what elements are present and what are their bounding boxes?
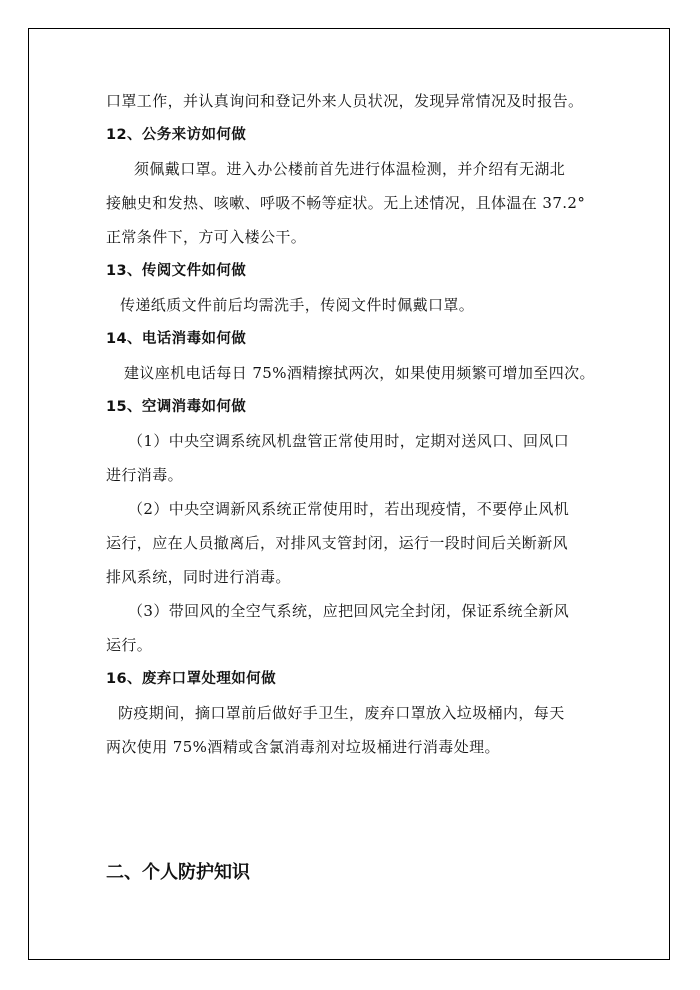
paragraph-line: 建议座机电话每日 75%酒精擦拭两次，如果使用频繁可增加至四次。 [124,364,595,382]
paragraph-line: 口罩工作，并认真询问和登记外来人员状况，发现异常情况及时报告。 [106,92,584,110]
document-body [106,84,606,764]
heading-12: 12、公务来访如何做 [106,127,247,143]
paragraph-line: 进行消毒。 [106,466,184,484]
heading-16: 16、废弃口罩处理如何做 [106,671,276,687]
paragraph-line: 传递纸质文件前后均需洗手，传阅文件时佩戴口罩。 [120,296,475,314]
paragraph-line: （1）中央空调系统风机盘管正常使用时，定期对送风口、回风口 [128,432,570,450]
paragraph-line: 两次使用 75%酒精或含氯消毒剂对垃圾桶进行消毒处理。 [106,738,500,756]
paragraph-line: 须佩戴口罩。进入办公楼前首先进行体温检测，并介绍有无湖北 [134,160,566,178]
paragraph-line: 运行，应在人员撤离后，对排风支管封闭，运行一段时间后关断新风 [106,534,569,552]
paragraph-line: （2）中央空调新风系统正常使用时，若出现疫情，不要停止风机 [128,500,570,518]
paragraph-line: 防疫期间，摘口罩前后做好手卫生，废弃口罩放入垃圾桶内，每天 [118,704,565,722]
paragraph-line: （3）带回风的全空气系统，应把回风完全封闭，保证系统全新风 [128,602,570,620]
heading-13: 13、传阅文件如何做 [106,263,247,279]
heading-15: 15、空调消毒如何做 [106,399,247,415]
section-title: 二、个人防护知识 [106,862,250,883]
paragraph-line: 运行。 [106,636,153,654]
paragraph-line: 正常条件下，方可入楼公干。 [106,228,307,246]
paragraph-line: 排风系统，同时进行消毒。 [106,568,291,586]
heading-14: 14、电话消毒如何做 [106,331,247,347]
paragraph-line: 接触史和发热、咳嗽、呼吸不畅等症状。无上述情况，且体温在 37.2° [106,194,586,212]
